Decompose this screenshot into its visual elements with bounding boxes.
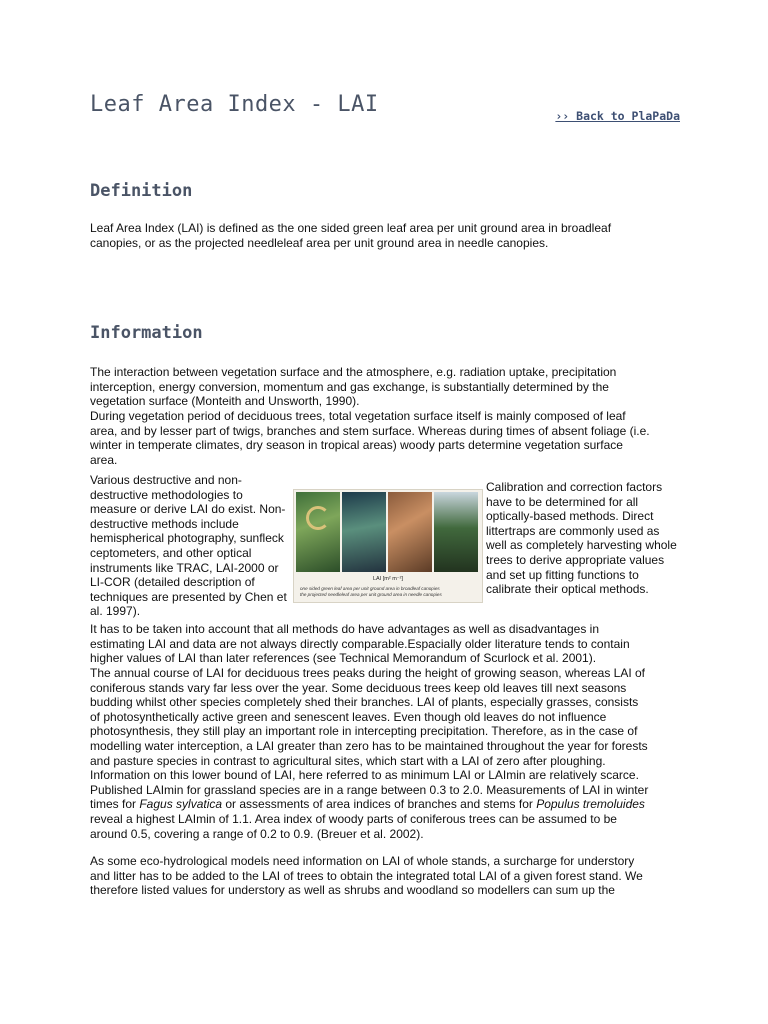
- conifer-photo: [342, 492, 386, 572]
- information-paragraph-4: [90, 666, 650, 841]
- information-heading: Information: [90, 323, 203, 343]
- lai-figure: [293, 489, 483, 603]
- back-to-plapada-link[interactable]: ›› Back to PlaPaDa: [555, 109, 680, 123]
- information-paragraph-3: It has to be taken into account that all methods do have advantages as well as disadvantages in estimating LAI and data are not always directly comparable.Espacially older literature tends to contain higher values of LAI than later references (see Technical Memorandum of Scurlock et al. 2001).: [90, 622, 630, 666]
- information-paragraph-2: During vegetation period of deciduous trees, total vegetation surface itself is mainly composed of leaf area, and by lesser part of twigs, branches and stem surface. Whereas during times of absent foliage (i.e. winter in temperate climates, dry season in tropical areas) woody parts determine vegetation surface area.: [90, 409, 650, 467]
- fern-photo: [296, 492, 340, 572]
- fern-curl-shape: [306, 506, 330, 530]
- paragraph-4-part-b: or assessments of area indices of branches and stems for: [222, 797, 537, 812]
- definition-heading: Definition: [90, 181, 193, 201]
- species-fagus-sylvatica: Fagus sylvatica: [139, 797, 223, 812]
- paragraph-4-part-a: The annual course of LAI for deciduous trees peaks during the height of growing season, whereas LAI of coniferous stands vary far less over the year. Some deciduous trees keep old leaves till next seasons budding whilst other species completely shed their branches. LAI of plants, especially grasses, consists of photosynthetically active green and senescent leaves. Even though old leaves do not influence photosynthesis, they still play an important role in intercepting precipitation. Therefore, as in the case of modelling water interception, a LAI greater than zero has to be maintained throughout the year for forests and pasture species in contrast to agricultural sites, which start with a LAI of zero after ploughing. Information on this lower bound of LAI, here referred to as minimum LAI or LAImin are relatively scarce. Published LAImin for grassland species are in a range between 0.3 to 2.0. Measurements of LAI in winter times for: [90, 666, 649, 812]
- definition-text: Leaf Area Index (LAI) is defined as the one sided green leaf area per unit ground area in broadleaf canopies, or as the projected needleleaf area per unit ground area in needle canopies.: [90, 221, 612, 250]
- needle-litter-photo: [388, 492, 432, 572]
- methods-text-left: Various destructive and non-destructive methodologies to measure or derive LAI do exist. Non-destructive methods include hemispherical photography, sunfleck ceptometers, and other optical instruments like TRAC, LAI-2000 or LI-COR (detailed description of techniques are presented by Chen et al. 1997).: [90, 473, 287, 619]
- figure-caption-line-1: one sided green leaf area per unit ground area in broadleaf canopies: [300, 586, 440, 591]
- information-paragraph-5: As some eco-hydrological models need information on LAI of whole stands, a surcharge for understory and litter has to be added to the LAI of trees to obtain the integrated total LAI of a given forest stand. We therefore listed values for understory as well as shrubs and woodland so modellers can sum up the: [90, 854, 643, 898]
- figure-caption-line-2: the projected needleleaf area per unit ground area in needle canopies: [300, 592, 442, 597]
- paragraph-4-part-c: reveal a highest LAImin of 1.1. Area index of woody parts of coniferous trees can be assumed to be around 0.5, covering a range of 0.2 to 0.9. (Breuer et al. 2002).: [90, 811, 617, 841]
- forest-stand-photo: [434, 492, 478, 572]
- information-paragraph-1: The interaction between vegetation surface and the atmosphere, e.g. radiation uptake, precipitation interception, energy conversion, momentum and gas exchange, is substantially determined by the vegetation surface (Monteith and Unsworth, 1990).: [90, 365, 617, 409]
- page-title: Leaf Area Index - LAI: [90, 92, 379, 117]
- figure-label: LAI [m² m⁻²]: [372, 576, 404, 582]
- species-populus-tremoluides: Populus tremoluides: [536, 797, 645, 812]
- methods-text-right: Calibration and correction factors have to be determined for all optically-based methods. Direct littertraps are commonly used as well as completely harvesting whole trees to derive appropriate values and set up fitting functions to calibrate their optical methods.: [486, 480, 677, 597]
- title-row: [90, 92, 680, 126]
